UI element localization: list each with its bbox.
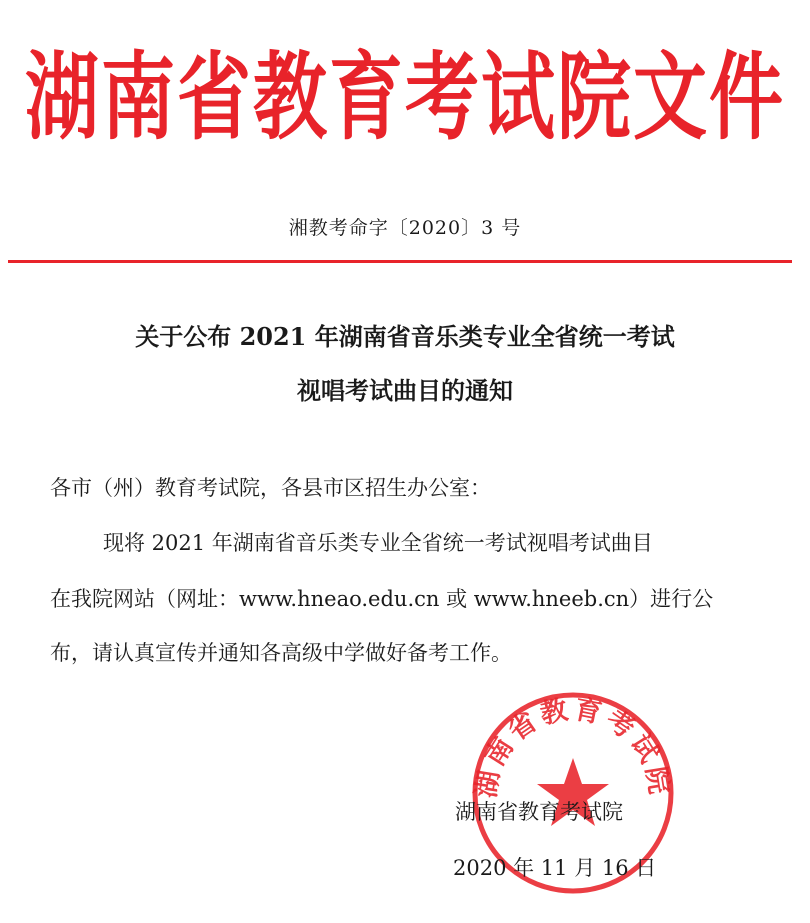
issuer-name: 湖南省教育考试院 [455,800,623,824]
seal-text: 湖南省教育考试院 [470,693,676,801]
document-number: 湘教考命字〔2020〕3 号 [288,217,522,239]
red-divider [8,260,792,263]
masthead-title: 湖南省教育考试院文件 [25,42,785,154]
body-line-2: 在我院网站（网址：www.hneao.edu.cn 或 www.hneeb.cn）进行公 [50,587,714,611]
body-line-1: 现将 2021 年湖南省音乐类专业全省统一考试视唱考试曲目 [103,531,653,555]
body-line-3: 布，请认真宣传并通知各高级中学做好备考工作。 [50,641,512,665]
salutation: 各市（州）教育考试院，各县市区招生办公室： [50,476,491,500]
issue-date: 2020 年 11 月 16 日 [453,856,657,880]
notice-title-line-2: 视唱考试曲目的通知 [297,376,513,405]
notice-title-line-1: 关于公布 2021 年湖南省音乐类专业全省统一考试 [135,322,675,351]
